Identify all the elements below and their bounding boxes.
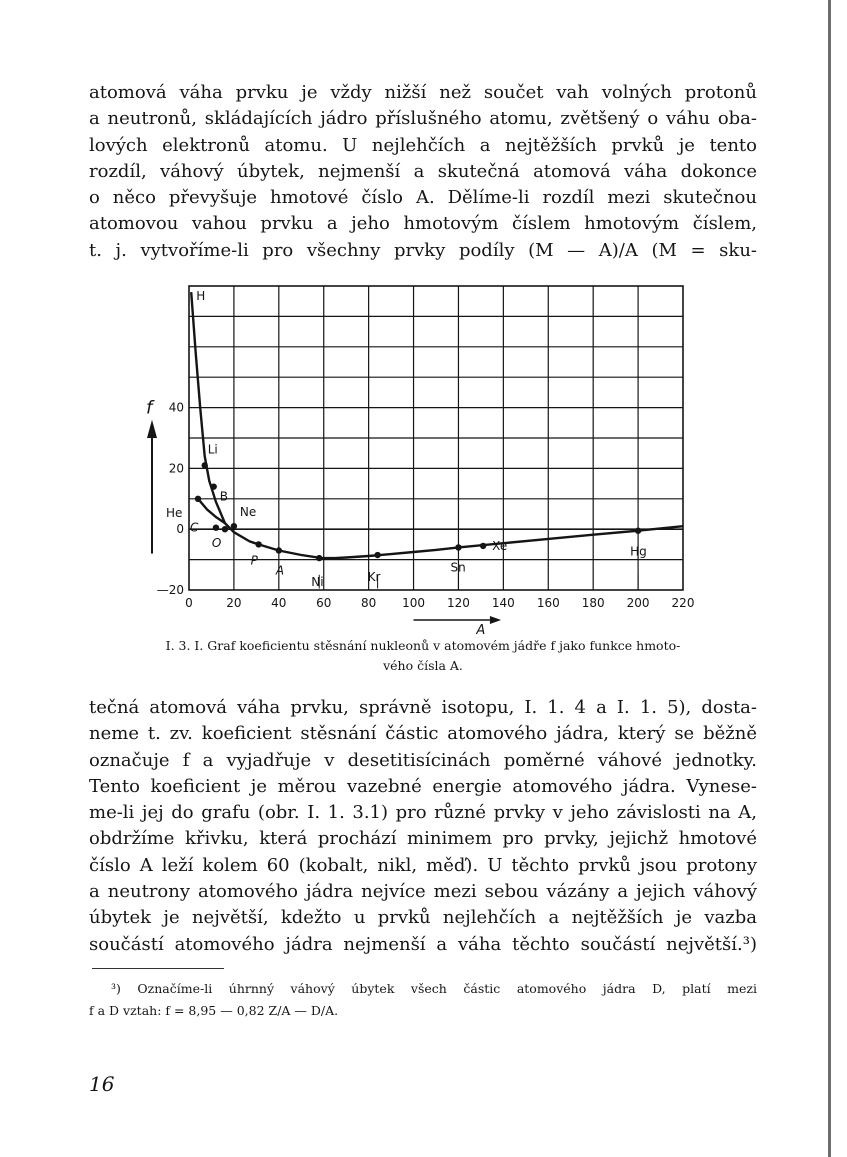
- series-line-0: [191, 292, 683, 558]
- text-line: rozdíl, váhový úbytek, nejmenší a skutečná atomová váha dokonce: [89, 160, 757, 182]
- data-point-hg: [635, 528, 641, 534]
- footnote-line: f a D vztah: f = 8,95 — 0,82 Z/A — D/A.: [89, 1003, 339, 1018]
- point-label-xe: Xe: [492, 538, 508, 553]
- footnote-rule: [92, 968, 224, 969]
- data-point-o: [222, 526, 228, 532]
- x-tick-label: 220: [671, 596, 695, 610]
- point-label-c: C: [189, 520, 199, 535]
- x-tick-label: 80: [360, 596, 377, 610]
- x-tick-label: 40: [271, 596, 287, 610]
- text-line: atomovou vahou prvku a jeho hmotovým číslem hmotovým číslem,: [89, 213, 757, 235]
- caption-line: vého čísla A.: [383, 658, 463, 673]
- point-label-ne: Ne: [239, 505, 257, 520]
- data-point-p: [255, 541, 261, 547]
- binding-coefficient-chart: [140, 280, 700, 638]
- data-point-he: [195, 496, 201, 502]
- text-line: součástí atomového jádra nejmenší a váha těchto součástí největší.³): [89, 933, 757, 955]
- point-label-hg: Hg: [630, 544, 647, 559]
- y-tick-label: —20: [156, 583, 184, 597]
- chart-curves: [191, 292, 683, 558]
- figure-caption: [89, 636, 757, 676]
- text-line: atomová váha prvku je vždy nižší než součet vah volných protonů: [89, 82, 757, 103]
- y-tick-labels: [157, 401, 184, 597]
- text-line: Tento koeficient je měrou vazebné energie atomového jádra. Vynese-: [89, 775, 757, 797]
- text-line: a neutrony atomového jádra nejvíce mezi sebou vázány a jejich váhový: [89, 881, 757, 903]
- text-line: lových elektronů atomu. U nejlehčích a nejtěžších prvků je tento: [89, 134, 757, 156]
- point-label-b: B: [219, 489, 228, 504]
- footnote-line: ³) Označíme-li úhrnný váhový úbytek všech částic atomového jádra D, platí mezi: [111, 981, 757, 996]
- point-label-p: P: [250, 553, 258, 568]
- y-tick-label: 0: [176, 522, 184, 537]
- data-point-ni: [316, 555, 322, 561]
- point-label-a: A: [275, 563, 285, 578]
- text-line: a neutronů, skládajících jádro příslušného atomu, zvětšený o váhu oba-: [89, 108, 757, 130]
- x-tick-label: 200: [626, 596, 650, 610]
- point-label-ni: Ni: [311, 575, 324, 590]
- x-tick-label: 160: [536, 596, 560, 610]
- data-point-a: [276, 547, 282, 553]
- point-label-kr: Kr: [367, 570, 381, 585]
- page-number: 16: [89, 1072, 115, 1096]
- x-tick-label: 180: [581, 596, 605, 610]
- text-line: obdržíme křivku, která prochází minimem pro prvky, jejichž hmotové: [89, 828, 757, 850]
- chart-grid: [189, 286, 683, 590]
- point-label-sn: Sn: [450, 560, 466, 575]
- text-line: tečná atomová váha prvku, správně isotopu, I. 1. 4 a I. 1. 5), dosta-: [89, 697, 757, 718]
- caption-line: I. 3. I. Graf koeficientu stěsnání nukleonů v atomovém jádře f jako funkce hmoto-: [165, 638, 681, 653]
- point-label-h: H: [196, 289, 206, 304]
- text-line: číslo A leží kolem 60 (kobalt, nikl, měď). U těchto prvků jsou protony: [89, 854, 757, 876]
- text-line: označuje f a vyjadřuje v desetitisícinách poměrné váhové jednotky.: [89, 749, 757, 771]
- text-line: o něco převyšuje hmotové číslo A. Dělíme-li rozdíl mezi skutečnou: [89, 187, 757, 209]
- data-point-kr: [374, 552, 380, 558]
- data-point-c: [213, 524, 219, 530]
- data-point-xe: [480, 543, 486, 549]
- x-tick-labels: [185, 596, 694, 610]
- x-axis-label: A: [476, 623, 486, 638]
- x-tick-label: 100: [402, 596, 425, 610]
- point-label-he: He: [165, 505, 183, 520]
- footnote: [89, 978, 757, 1022]
- text-line: úbytek je největší, kdežto u prvků nejlehčích a nejtěžších je vazba: [89, 907, 757, 929]
- data-point-ne: [231, 523, 237, 529]
- x-tick-label: 60: [316, 596, 332, 610]
- text-line: t. j. vytvoříme-li pro všechny prvky podíly (M — A)/A (M = sku-: [89, 239, 757, 261]
- chart-points: [166, 289, 647, 589]
- y-tick-label: 40: [168, 400, 184, 415]
- y-tick-label: 20: [168, 461, 184, 476]
- paragraph-top: [89, 80, 757, 264]
- text-line: neme t. zv. koeficient stěsnání částic atomového jádra, který se běžně: [89, 723, 757, 745]
- x-tick-label: 0: [185, 596, 193, 610]
- data-point-b: [211, 483, 217, 489]
- page-edge-bar: [828, 0, 831, 1157]
- paragraph-bottom: [89, 695, 757, 958]
- x-tick-label: 120: [447, 596, 470, 610]
- x-axis-arrow: [414, 616, 502, 624]
- point-label-li: Li: [207, 442, 218, 457]
- data-point-li: [202, 462, 208, 468]
- x-tick-label: 140: [491, 596, 515, 610]
- point-label-o: O: [211, 536, 222, 551]
- data-point-sn: [455, 544, 461, 550]
- text-line: me-li jej do grafu (obr. I. 1. 3.1) pro různé prvky v jeho závislosti na A,: [89, 802, 757, 824]
- y-axis-label: f: [146, 397, 153, 419]
- x-tick-label: 20: [226, 596, 242, 610]
- y-axis-arrow: [147, 420, 157, 554]
